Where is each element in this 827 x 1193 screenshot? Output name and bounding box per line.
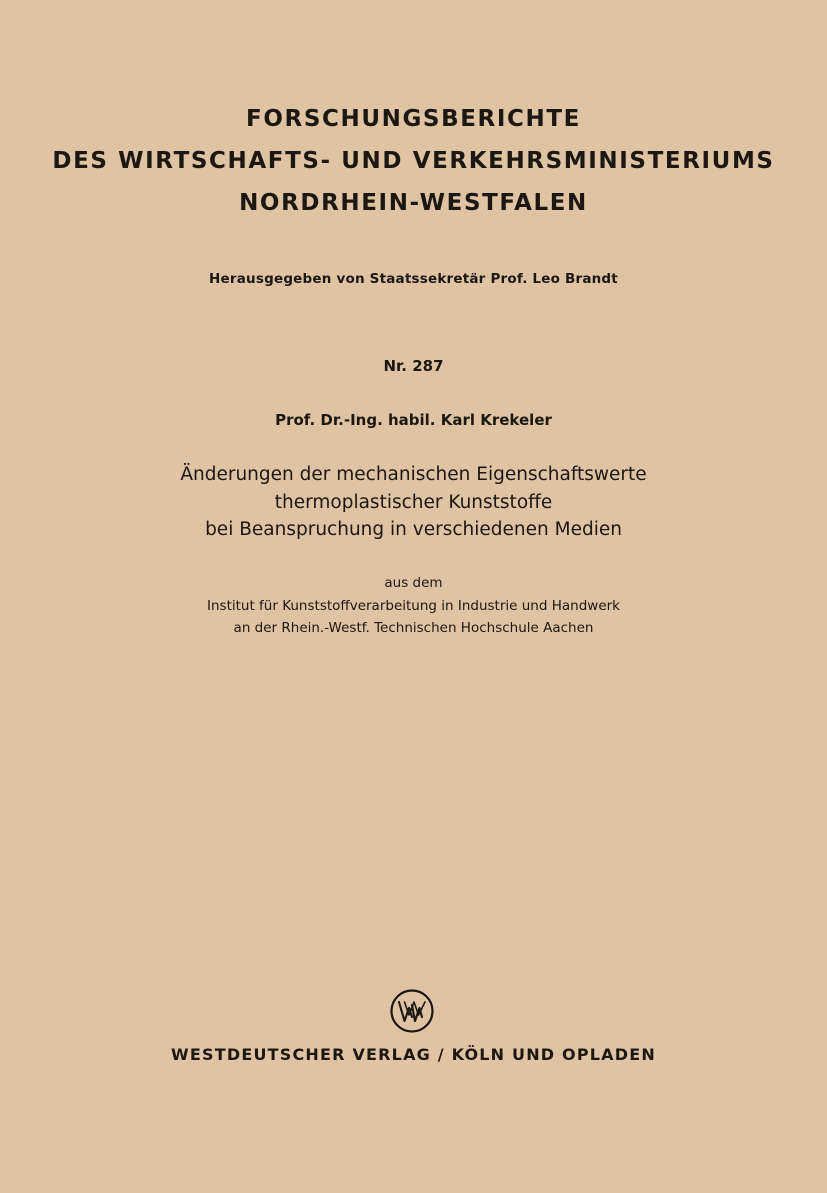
institute-intro: aus dem: [384, 575, 443, 591]
book-title-line-3: bei Beanspruchung in verschiedenen Medien: [205, 519, 622, 540]
institute-line-1: Institut für Kunststoffverarbeitung in Industrie und Handwerk: [207, 598, 620, 614]
report-number: Nr. 287: [383, 357, 444, 375]
publisher-name: WESTDEUTSCHER VERLAG / KÖLN UND OPLADEN: [171, 1045, 656, 1064]
westdeutscher-verlag-w-logo-icon: [389, 988, 435, 1034]
series-title-line-1: FORSCHUNGSBERICHTE: [246, 106, 581, 132]
institute-line-2: an der Rhein.-Westf. Technischen Hochschule Aachen: [233, 620, 594, 636]
series-title-line-2: DES WIRTSCHAFTS- UND VERKEHRSMINISTERIUMS: [52, 148, 775, 174]
book-title-line-1: Änderungen der mechanischen Eigenschaftswerte: [180, 464, 647, 485]
series-title-line-3: NORDRHEIN-WESTFALEN: [239, 190, 588, 216]
editor-line: Herausgegeben von Staatssekretär Prof. Leo Brandt: [209, 271, 618, 287]
book-title-line-2: thermoplastischer Kunststoffe: [274, 492, 553, 513]
author-name: Prof. Dr.-Ing. habil. Karl Krekeler: [275, 411, 552, 429]
